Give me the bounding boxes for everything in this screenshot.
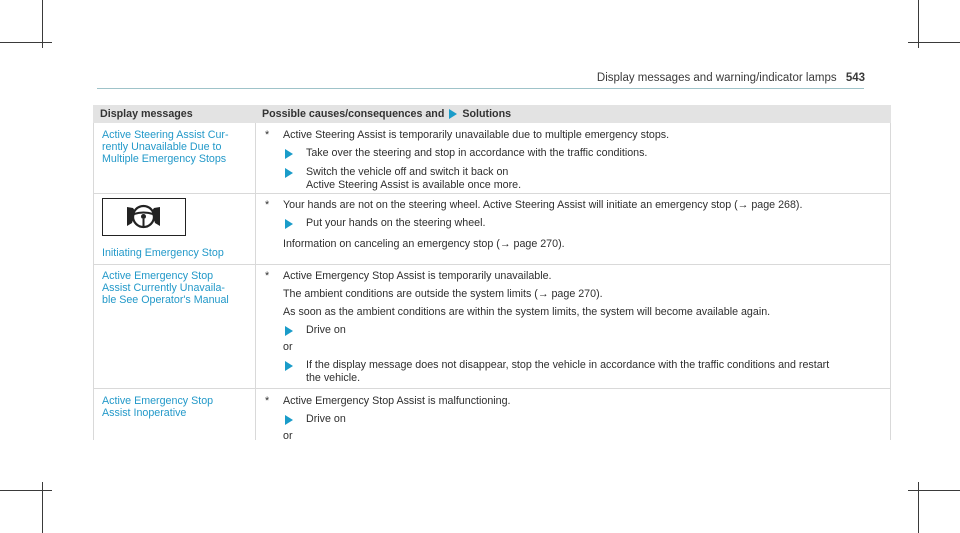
cause-text: Your hands are not on the steering wheel. Active Steering Assist will initiate an emergency stop (→ page 268).: [283, 199, 803, 211]
step-item: If the display message does not disappear, stop the vehicle in accordance with the traffic conditions and restart the vehicle.: [285, 359, 895, 384]
option-star: *: [265, 395, 270, 407]
steering-wheel-hands-icon: [102, 198, 186, 236]
crop-mark: [42, 0, 43, 48]
crop-mark: [908, 42, 960, 43]
row-divider: [93, 193, 891, 194]
step-item: Put your hands on the steering wheel.: [285, 217, 895, 230]
option-star: *: [265, 270, 270, 282]
step-item: Drive on: [285, 413, 895, 426]
page-number: 543: [845, 72, 865, 84]
step-arrow-icon: [285, 219, 293, 229]
display-messages-table: [93, 105, 891, 440]
option-star: *: [265, 199, 270, 211]
step-arrow-icon: [285, 326, 293, 336]
table-edge: [93, 123, 94, 440]
step-arrow-icon: [285, 168, 293, 178]
message-emergency-stop-unavailable: Active Emergency Stop Assist Currently Unavaila- ble See Operator's Manual: [102, 270, 229, 306]
message-initiating-emergency-stop: Initiating Emergency Stop: [102, 247, 224, 259]
crop-mark: [908, 490, 960, 491]
crop-mark: [0, 42, 52, 43]
step-item: Switch the vehicle off and switch it back on Active Steering Assist is available once more.: [285, 166, 895, 191]
or-text: or: [283, 430, 293, 442]
section-title: Display messages and warning/indicator lamps: [596, 72, 837, 84]
row-divider: [93, 264, 891, 265]
arrow-right-icon: [449, 109, 457, 119]
note-text: Information on canceling an emergency stop (→ page 270).: [283, 238, 565, 250]
table-header: [93, 105, 891, 123]
crop-mark: [0, 490, 52, 491]
page-header: [580, 72, 865, 84]
col-header-causes: [262, 108, 511, 121]
step-arrow-icon: [285, 149, 293, 159]
step-arrow-icon: [285, 361, 293, 371]
cause-text: Active Emergency Stop Assist is malfunctioning.: [283, 395, 511, 407]
step-item: Drive on: [285, 324, 895, 337]
message-emergency-stop-inoperative: Active Emergency Stop Assist Inoperative: [102, 395, 214, 419]
column-divider: [255, 123, 256, 440]
row-divider: [93, 388, 891, 389]
crop-mark: [918, 0, 919, 48]
step-arrow-icon: [285, 415, 293, 425]
info-line: As soon as the ambient conditions are within the system limits, the system will become available again.: [283, 306, 771, 318]
cause-text: Active Steering Assist is temporarily unavailable due to multiple emergency stops.: [283, 129, 670, 141]
col-header-causes-label: Possible causes/consequences and: [262, 108, 445, 120]
col-header-messages: Display messages: [100, 108, 193, 120]
header-rule: [97, 88, 864, 89]
step-item: Take over the steering and stop in accordance with the traffic conditions.: [285, 147, 895, 160]
or-text: or: [283, 341, 293, 353]
col-header-solutions-label: Solutions: [462, 108, 512, 120]
steering-wheel-icon: [103, 199, 184, 234]
option-star: *: [265, 129, 270, 141]
message-active-steering-assist: Active Steering Assist Cur- rently Unavailable Due to Multiple Emergency Stops: [102, 129, 229, 165]
cause-text: Active Emergency Stop Assist is temporarily unavailable.: [283, 270, 552, 282]
info-line: The ambient conditions are outside the system limits (→ page 270).: [283, 288, 603, 300]
